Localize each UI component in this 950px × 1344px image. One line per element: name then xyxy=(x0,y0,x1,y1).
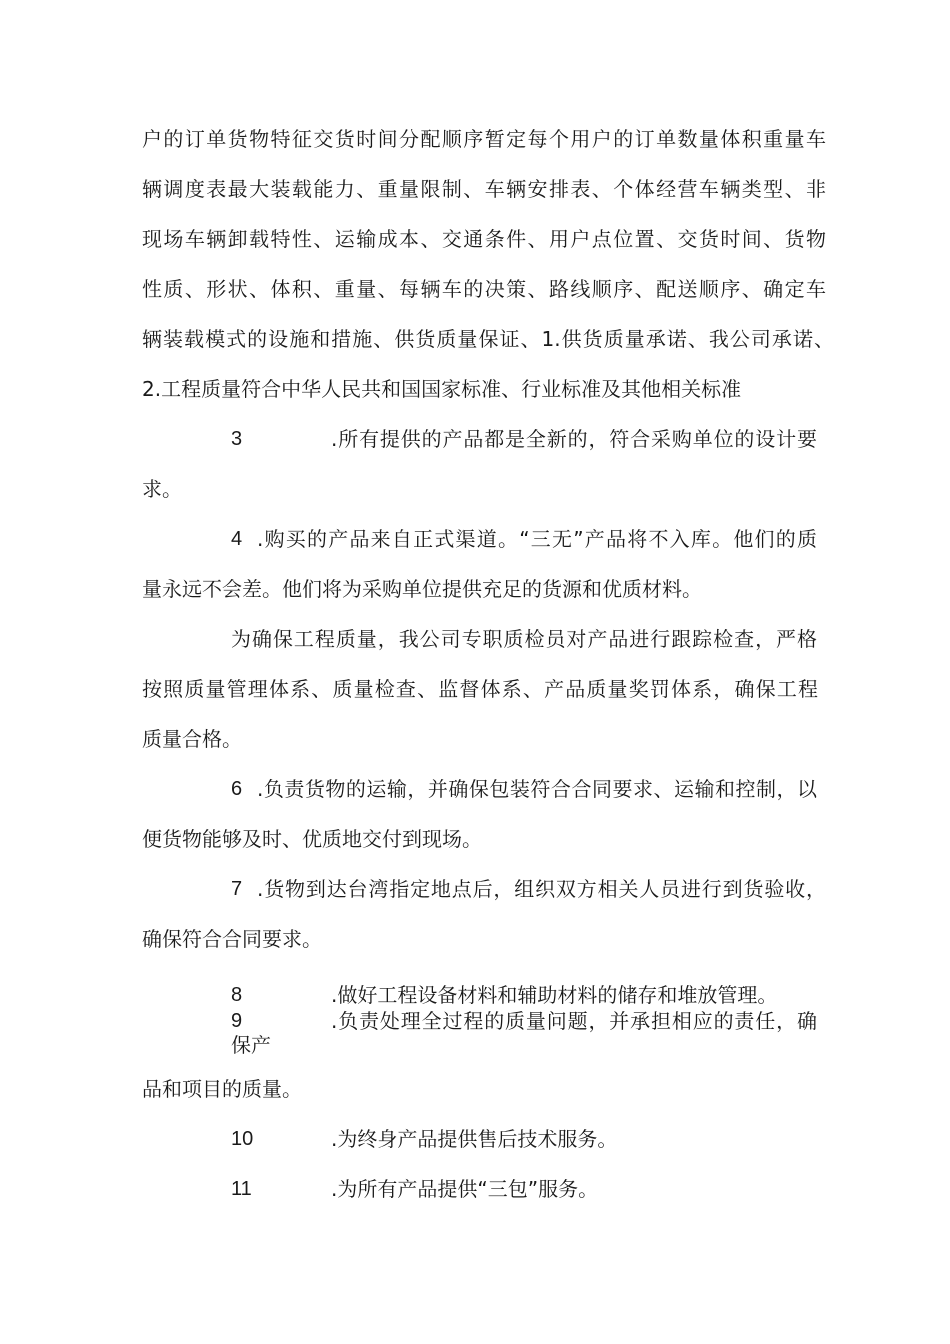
item-text: .所有提供的产品都是全新的，符合采购单位的设计要 xyxy=(331,427,817,451)
item-number: 3 xyxy=(231,428,243,450)
item-number: 4 xyxy=(231,528,243,550)
paragraph-line: 性质、形状、体积、重量、每辆车的决策、路线顺序、配送顺序、确定车 xyxy=(142,277,826,301)
item-text: .负责处理全过程的质量问题，并承担相应的责任，确 xyxy=(331,1009,817,1033)
paragraph-line: 质量合格。 xyxy=(142,727,242,751)
item-number: 11 xyxy=(231,1178,252,1200)
item-text: .做好工程设备材料和辅助材料的储存和堆放管理。 xyxy=(331,983,778,1007)
paragraph-line: 2.工程质量符合中华人民共和国国家标准、行业标准及其他相关标准 xyxy=(142,377,742,401)
item-number: 7 xyxy=(231,878,243,900)
paragraph-line: 户的订单货物特征交货时间分配顺序暂定每个用户的订单数量体积重量车 xyxy=(142,127,826,151)
item-continuation: 便货物能够及时、优质地交付到现场。 xyxy=(142,827,482,851)
item-text: .货物到达台湾指定地点后，组织双方相关人员进行到货验收， xyxy=(257,877,826,901)
item-wrap: 保产 xyxy=(231,1033,271,1057)
paragraph-line: 现场车辆卸载特性、运输成本、交通条件、用户点位置、交货时间、货物 xyxy=(142,227,826,251)
item-continuation: 量永远不会差。他们将为采购单位提供充足的货源和优质材料。 xyxy=(142,577,702,601)
item-number: 10 xyxy=(231,1128,254,1150)
item-text: .负责货物的运输，并确保包装符合合同要求、运输和控制，以 xyxy=(257,777,817,801)
item-number: 6 xyxy=(231,778,243,800)
item-number: 8 xyxy=(231,984,243,1006)
item-continuation: 确保符合合同要求。 xyxy=(142,927,322,951)
item-continuation: 求。 xyxy=(142,477,182,501)
item-number: 9 xyxy=(231,1010,243,1032)
item-text: .为所有产品提供“三包”服务。 xyxy=(331,1177,599,1201)
item-continuation: 品和项目的质量。 xyxy=(142,1077,302,1101)
paragraph-line: 辆装载模式的设施和措施、供货质量保证、1.供货质量承诺、我公司承诺、 xyxy=(142,327,834,351)
paragraph-line: 辆调度表最大装载能力、重量限制、车辆安排表、个体经营车辆类型、非 xyxy=(142,177,826,201)
item-text: .购买的产品来自正式渠道。“三无”产品将不入库。他们的质 xyxy=(257,527,817,551)
paragraph-line: 为确保工程质量，我公司专职质检员对产品进行跟踪检查，严格 xyxy=(231,627,817,651)
paragraph-line: 按照质量管理体系、质量检查、监督体系、产品质量奖罚体系，确保工程 xyxy=(142,677,818,701)
item-text: .为终身产品提供售后技术服务。 xyxy=(331,1127,618,1151)
